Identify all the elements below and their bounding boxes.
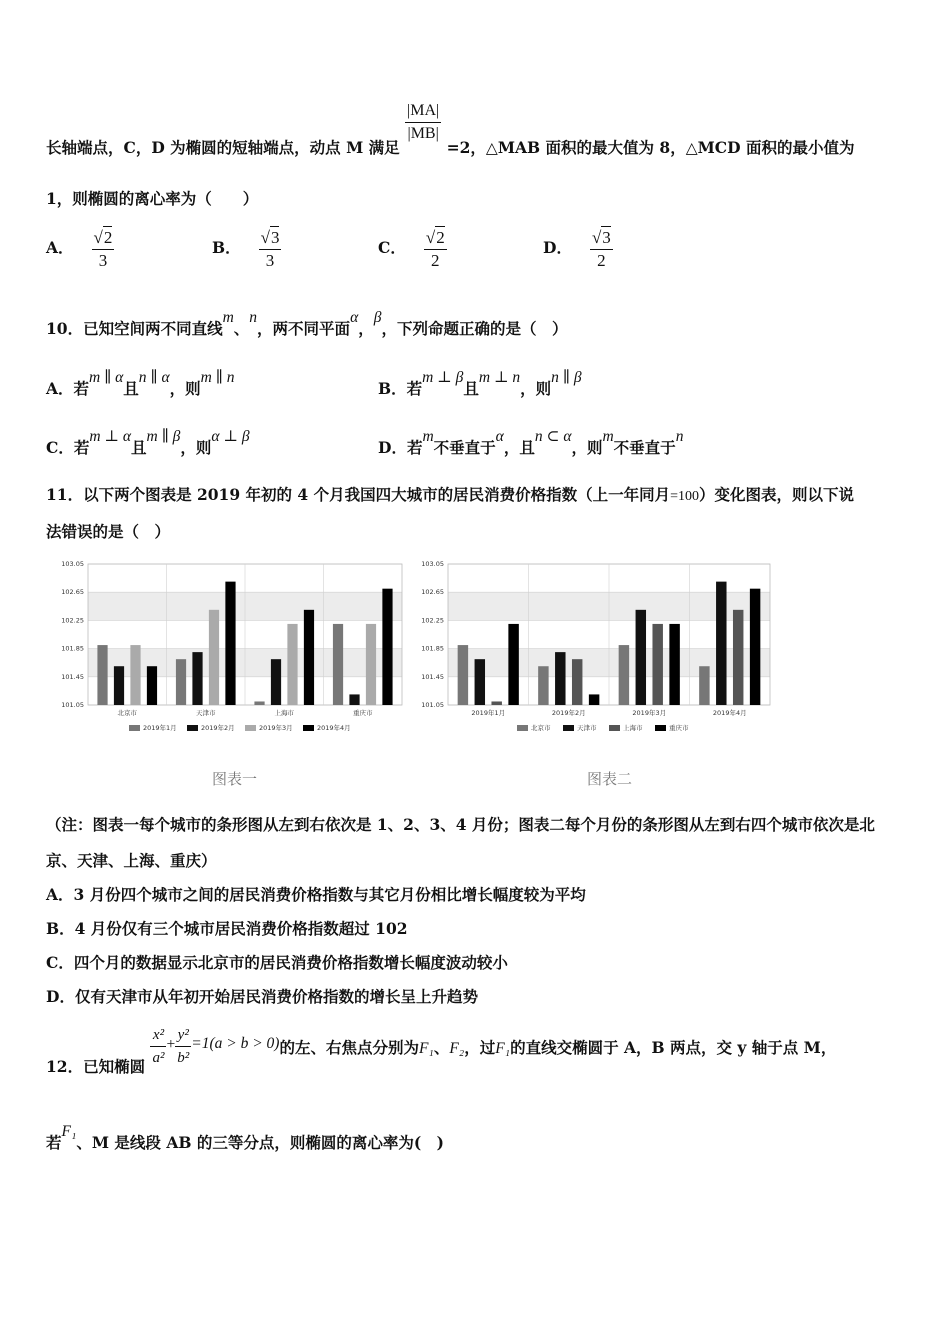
q9-option-label: A． [46, 238, 74, 257]
legend-label: 天津市 [577, 724, 597, 732]
q9-denominator: 3 [259, 249, 282, 272]
chart-one [52, 558, 404, 743]
q10a-label: A．若 [46, 379, 90, 398]
q10-stem [46, 309, 568, 341]
q12-f2: F₂ [449, 1039, 465, 1057]
bar [114, 666, 124, 705]
q11-stem-b: ）变化图表，则以下说 [699, 485, 855, 504]
q10d-cond: n ⊂ α [534, 428, 572, 445]
q10c-cond1: m ⊥ α [89, 428, 131, 445]
q9-radicand: 3 [270, 228, 280, 247]
bar [750, 589, 760, 705]
y-tick-label: 101.85 [61, 644, 84, 653]
legend-swatch [655, 725, 666, 731]
x-tick-label: 2019年4月 [712, 709, 747, 717]
intro-line [46, 100, 855, 157]
bar [508, 624, 518, 705]
y-tick-label: 101.05 [61, 701, 84, 709]
q9-radicand: 3 [602, 228, 611, 247]
bar [538, 666, 548, 705]
q9-denominator: 2 [590, 249, 613, 272]
legend-label: 2019年1月 [143, 724, 177, 732]
y-tick-label: 102.65 [61, 588, 84, 597]
q12-line2-b: 、M 是线段 AB 的三等分点，则椭圆的离心率为( ) [76, 1133, 445, 1152]
q12-f1: F₁ [418, 1039, 434, 1057]
bar [366, 624, 376, 705]
q12-sep: 、 [433, 1037, 450, 1057]
bar [97, 645, 107, 705]
q9-option-a [46, 226, 114, 272]
x-tick-label: 2019年1月 [471, 709, 506, 717]
bar [589, 694, 599, 705]
sqrt-icon: √ [591, 228, 602, 247]
q11-option-b: B．4 月份仅有三个城市居民消费价格指数超过 102 [46, 919, 408, 938]
q12-stem-c: ，过 [464, 1037, 496, 1057]
q12-stem-a: 12．已知椭圆 [46, 1056, 146, 1076]
bar [652, 624, 662, 705]
legend-label: 2019年3月 [259, 724, 293, 732]
bar [287, 624, 297, 705]
legend-swatch [563, 725, 574, 731]
q10a-result: m ∥ n [200, 369, 235, 386]
bar [271, 659, 281, 705]
q9-denominator: 2 [424, 249, 447, 272]
legend-swatch [303, 725, 314, 731]
q10c-and: 且 [131, 438, 147, 457]
q10b-result: n ∥ β [551, 369, 582, 386]
q11-eq: =100 [670, 489, 699, 504]
q10-var-beta: β [373, 309, 382, 326]
q10a-cond1: m ∥ α [89, 369, 124, 386]
q10-sep2: ， [358, 319, 374, 338]
q12-condition: =1(a > b > 0) [191, 1034, 280, 1052]
q10d-var4: n [675, 428, 684, 445]
q10c-label: C．若 [46, 438, 90, 457]
bar [209, 610, 219, 705]
q12-f1c: F₁ [61, 1123, 77, 1140]
bar [333, 624, 343, 705]
q10-stem-c: ，下列命题正确的是（ ） [381, 319, 568, 338]
q11-stem-line1 [46, 484, 854, 508]
q11-note-line2: 京、天津、上海、重庆） [46, 851, 217, 870]
q10-stem-b: ，两不同平面 [257, 319, 351, 338]
intro-text-b: =2，△MAB 面积的最大值为 8，△MCD 面积的最小值为 [446, 137, 855, 157]
ratio-denominator: |MB| [405, 122, 441, 145]
q12-stem-d: 的直线交椭圆于 A，B 两点，交 y 轴于点 M， [510, 1037, 837, 1057]
q10-var-n: n [249, 309, 258, 326]
y-tick-label: 101.45 [61, 672, 84, 681]
q11-note-line1: （注：图表一每个城市的条形图从左到右依次是 1、2、3、4 月份；图表二每个月份的条形图从左到右四个城市依次是北 [46, 815, 875, 834]
q10-var-m: m [222, 309, 234, 326]
bar [176, 659, 186, 705]
q10-option-c [46, 428, 250, 460]
q10c-cond2: m ∥ β [146, 428, 181, 445]
q9-option-label: B． [212, 238, 241, 257]
q12-plus: + [166, 1035, 176, 1053]
q12-y2: y² [177, 1027, 189, 1043]
legend-swatch [517, 725, 528, 731]
q10d-and: ，且 [503, 438, 535, 457]
q12-stem-b: 的左、右焦点分别为 [279, 1037, 419, 1057]
x-tick-label: 北京市 [117, 709, 137, 717]
q9-option-b [212, 226, 281, 272]
bar [475, 659, 485, 705]
q12-stem-line2 [46, 1123, 445, 1155]
bar [382, 589, 392, 705]
ratio-numerator: |MA| [407, 102, 440, 119]
x-tick-label: 2019年2月 [551, 709, 586, 717]
y-tick-label: 101.05 [421, 701, 444, 709]
q10-stem-a: 10．已知空间两不同直线 [46, 319, 223, 338]
q10a-and: 且 [123, 379, 139, 398]
bar [619, 645, 629, 705]
bar [130, 645, 140, 705]
q9-option-label: C． [378, 238, 406, 257]
bar [716, 582, 726, 705]
bar [572, 659, 582, 705]
bar [349, 694, 359, 705]
q10a-then: ，则 [169, 379, 201, 398]
q10-option-d [378, 428, 684, 460]
bar [636, 610, 646, 705]
legend-label: 上海市 [623, 724, 643, 732]
q10-option-a [46, 369, 235, 401]
q9-option-c [378, 226, 447, 272]
legend-label: 2019年4月 [317, 724, 351, 732]
sqrt-icon: √ [425, 228, 436, 247]
bar [699, 666, 709, 705]
q10-var-alpha: α [350, 309, 359, 326]
legend-swatch [609, 725, 620, 731]
q12-frac-y [175, 1024, 191, 1069]
legend-swatch [129, 725, 140, 731]
q12-b2: b² [175, 1046, 191, 1069]
intro-text-a: 长轴端点，C，D 为椭圆的短轴端点，动点 M 满足 [46, 137, 400, 157]
q9-option-d [543, 226, 613, 272]
bar [733, 610, 743, 705]
q12-x2: x² [152, 1027, 165, 1043]
q12-a2: a² [150, 1046, 166, 1069]
q9-option-fraction [92, 226, 115, 272]
q12-stem-line1 [46, 1024, 837, 1076]
legend-label: 北京市 [531, 724, 551, 732]
y-tick-label: 103.05 [61, 560, 84, 568]
q9-stem: 1，则椭圆的离心率为（ ） [46, 189, 259, 208]
y-tick-label: 102.25 [421, 616, 444, 625]
bar [458, 645, 468, 705]
q10c-then: ，则 [180, 438, 212, 457]
sqrt-icon: √ [93, 228, 103, 247]
q12-f1b: F₁ [495, 1039, 511, 1057]
chart-two [412, 558, 772, 743]
q11-option-a: A．3 月份四个城市之间的居民消费价格指数与其它月份相比增长幅度较为平均 [46, 885, 586, 904]
q10d-var2: α [495, 428, 504, 445]
y-tick-label: 101.85 [421, 644, 444, 653]
bar [225, 582, 235, 705]
q9-option-fraction [259, 226, 282, 272]
q9-option-label: D． [543, 238, 572, 257]
y-tick-label: 103.05 [421, 560, 444, 568]
bar [491, 701, 501, 705]
q10d-var3: m [602, 428, 614, 445]
q10b-label: B．若 [378, 379, 423, 398]
q12-line2-a: 若 [46, 1133, 62, 1152]
ratio-fraction [405, 100, 441, 145]
q11-stem-a: 11．以下两个图表是 2019 年初的 4 个月我国四大城市的居民消费价格指数（上一年同月 [46, 485, 671, 504]
chart-one-caption: 图表一 [212, 770, 258, 788]
q11-stem-line2: 法错误的是（ ） [46, 522, 171, 541]
bar [555, 652, 565, 705]
q10c-result: α ⊥ β [211, 428, 250, 445]
q10b-then: ，则 [520, 379, 552, 398]
q10b-and: 且 [463, 379, 479, 398]
legend-label: 重庆市 [669, 724, 689, 732]
q9-radicand: 2 [436, 228, 445, 247]
q9-option-fraction [590, 226, 613, 272]
q10d-text1: 不垂直于 [433, 438, 496, 457]
bar [304, 610, 314, 705]
q9-denominator: 3 [92, 249, 115, 272]
legend-label: 2019年2月 [201, 724, 235, 732]
q11-option-c: C．四个月的数据显示北京市的居民消费价格指数增长幅度波动较小 [46, 953, 508, 972]
y-tick-label: 102.65 [421, 588, 444, 597]
legend-swatch [187, 725, 198, 731]
bar [254, 701, 264, 705]
q10b-cond1: m ⊥ β [422, 369, 464, 386]
q10d-then: ，则 [571, 438, 603, 457]
x-tick-label: 天津市 [196, 709, 216, 717]
q10d-var1: m [422, 428, 434, 445]
x-tick-label: 2019年3月 [632, 709, 667, 717]
q9-option-fraction [424, 226, 447, 272]
y-tick-label: 101.45 [421, 672, 444, 681]
q10b-cond2: m ⊥ n [478, 369, 521, 386]
chart-two-caption: 图表二 [587, 770, 633, 788]
sqrt-icon: √ [260, 228, 270, 247]
x-tick-label: 上海市 [274, 709, 294, 717]
y-tick-label: 102.25 [61, 616, 84, 625]
q10d-text2: 不垂直于 [613, 438, 676, 457]
q10-sep1: 、 [233, 319, 250, 338]
legend-swatch [245, 725, 256, 731]
bar [147, 666, 157, 705]
q10-option-b [378, 369, 582, 401]
q11-option-d: D．仅有天津市从年初开始居民消费价格指数的增长呈上升趋势 [46, 987, 478, 1006]
q10a-cond2: n ∥ α [138, 369, 170, 386]
x-tick-label: 重庆市 [353, 709, 373, 717]
q12-frac-x [150, 1024, 166, 1069]
q9-radicand: 2 [103, 228, 113, 247]
q10d-label: D．若 [378, 438, 423, 457]
bar [192, 652, 202, 705]
bar [669, 624, 679, 705]
